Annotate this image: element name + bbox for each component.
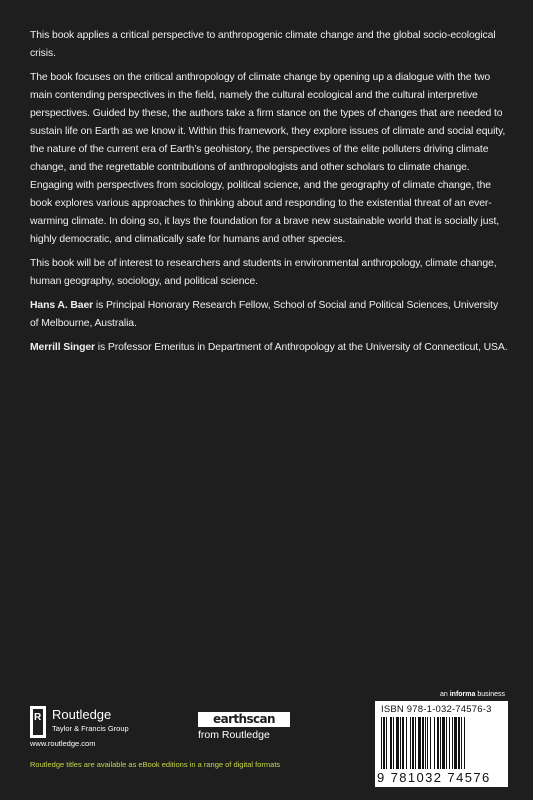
back-cover-text bbox=[30, 27, 508, 363]
barcode-digits: 9 781032 74576 bbox=[377, 770, 491, 785]
informa-business-label: an informa business bbox=[440, 691, 505, 698]
routledge-mark-icon: R bbox=[30, 706, 46, 738]
author-bio-1 bbox=[30, 297, 508, 333]
ebook-note: Routledge titles are available as eBook editions in a range of digital formats bbox=[30, 760, 281, 769]
imprint-from: from Routledge bbox=[198, 729, 270, 741]
publisher-url: www.routledge.com bbox=[30, 739, 96, 748]
earthscan-logo bbox=[198, 712, 294, 746]
author-bio-text-1: is Principal Honorary Research Fellow, School of Social and Political Sciences, University of Melbourne, Australia. bbox=[30, 300, 499, 329]
author-name-2: Merrill Singer bbox=[30, 342, 96, 353]
author-bio-2 bbox=[30, 339, 508, 357]
isbn-label: ISBN 978-1-032-74576-3 bbox=[381, 704, 492, 715]
author-bio-text-2: is Professor Emeritus in Department of Anthropology at the University of Connecticut, USA. bbox=[95, 342, 508, 353]
blurb-paragraph-2: The book focuses on the critical anthropology of climate change by opening up a dialogue with the two main contending perspectives in the field, namely the cultural ecological and the cultural interpretive perspectives. Guided by these, the authors take a firm stance on the types of changes that are needed to sustain life on Earth as we know it. Within this framework, they explore issues of climate and social equity, the nature of the current era of Earth’s geohistory, the perspectives of the elite polluters driving climate change, and the regrettable contributions of anthropologists and other scholars to climate change. Engaging with perspectives from sociology, political science, and the geography of climate change, the book explores various approaches to thinking about and responding to the existential threat of an ever-warming climate. In doing so, it lays the foundation for a brave new sustainable world that is socially just, highly democratic, and climatically safe for humans and other species. bbox=[30, 72, 506, 245]
blurb-paragraph-1: This book applies a critical perspective to anthropogenic climate change and the global socio-ecological crisis. bbox=[30, 30, 496, 59]
blurb-paragraph-3: This book will be of interest to researchers and students in environmental anthropology, climate change, human geography, sociology, and political science. bbox=[30, 258, 497, 287]
author-name-1: Hans A. Baer bbox=[30, 300, 94, 311]
publisher-group: Taylor & Francis Group bbox=[52, 724, 129, 733]
imprint-word: earthscan bbox=[198, 712, 290, 727]
isbn-barcode bbox=[375, 701, 508, 787]
publisher-name: Routledge bbox=[52, 707, 112, 722]
barcode-bars bbox=[381, 717, 502, 769]
